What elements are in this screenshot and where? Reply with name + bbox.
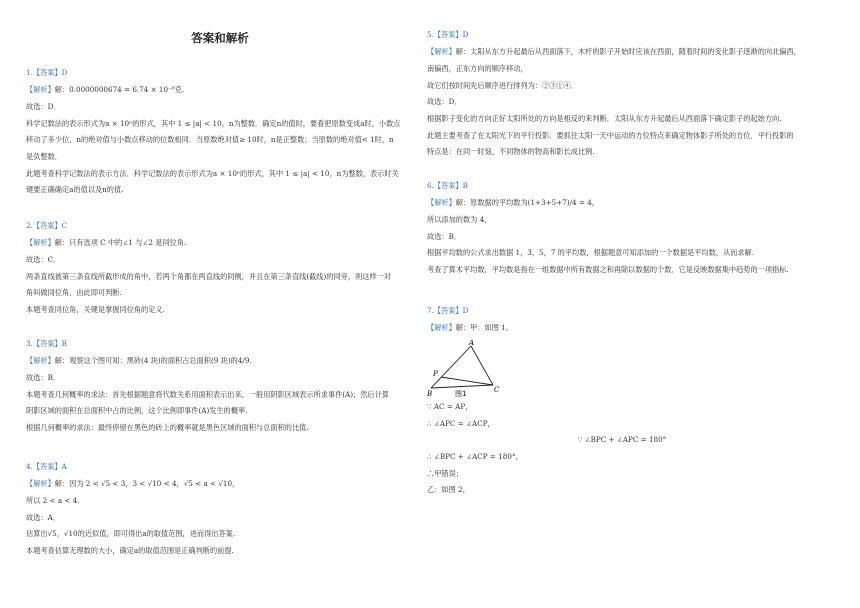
text: 本题考查估算无理数的大小，确定a的取值范围是正确判断的前提. xyxy=(26,545,234,555)
text: 解：太阳从东方升起最后从西面落下，木杆的影子开始时应该在西面，随着时间的变化影子逐渐的向北偏西， xyxy=(455,47,801,57)
text: 考查了算术平均数，平均数是指在一组数据中所有数据之和再除以数据的个数．它是反映数据集中趋势的一项指标. xyxy=(427,264,789,274)
point-c-label: C xyxy=(494,386,500,395)
analysis-line xyxy=(26,85,414,95)
text: ∵ AC = AP， xyxy=(427,402,473,412)
text: 键要正确确定a的值以及n的值. xyxy=(26,185,124,195)
text: 特点是：在同一时刻，不同物体的物高和影长成比例. xyxy=(427,147,595,157)
analysis-tag: 【解析】 xyxy=(26,85,55,95)
text: 解：观察这个图可知：黑砖(4 块)的面积占总面积(9 块)的4/9. xyxy=(54,356,252,366)
text: 此题主要考查了在太阳光下的平行投影．要抓住太阳一天中运动的方位特点来确定物体影子所处的方位．平行投影的 xyxy=(427,130,794,140)
question-1-solution xyxy=(26,68,414,202)
text: 所以 2 < a < 4． xyxy=(26,496,85,506)
text: 故选：D． xyxy=(427,97,462,107)
segment-bc xyxy=(431,385,493,388)
text: 解：只有选项 C 中的∠1 与∠2 是同位角. xyxy=(54,238,187,248)
answer-line: 2.【答案】C xyxy=(26,221,68,230)
triangle-figure-1 xyxy=(427,340,817,399)
question-5-solution xyxy=(427,30,817,164)
analysis-line xyxy=(26,479,414,489)
text: 角叫做同位角，由此即可判断. xyxy=(26,288,122,298)
analysis-line xyxy=(427,323,817,333)
text: 南偏西，正东方向的顺序移动， xyxy=(427,64,528,74)
analysis-tag: 【解析】 xyxy=(26,238,55,248)
text: 故选：C． xyxy=(26,255,61,265)
text: 故选：D． xyxy=(26,102,61,112)
analysis-tag: 【解析】 xyxy=(26,356,55,366)
answer-line: 6.【答案】B xyxy=(427,181,468,190)
text: 解：原数据的平均数为(1+3+5+7)/4 = 4， xyxy=(455,198,599,208)
text: 故选：B． xyxy=(427,231,462,241)
text: 本题考查同位角，关键是掌握同位角的定义. xyxy=(26,304,165,314)
text: 故选：B． xyxy=(26,373,61,383)
text: ∵ ∠BPC + ∠APC = 180° xyxy=(577,435,667,445)
text: 根据平均数的公式求出数据 1，3，5，7 的平均数，根据题意可知添加的一个数据是平均数，从而求解. xyxy=(427,248,755,258)
page-title: 答案和解析 xyxy=(191,31,249,45)
answer-line: 1.【答案】D xyxy=(26,68,68,77)
text: 是负整数． xyxy=(26,151,62,161)
answer-line: 3.【答案】B xyxy=(26,339,67,348)
question-2-solution xyxy=(26,221,414,322)
analysis-tag: 【解析】 xyxy=(26,479,55,489)
text: 乙：如图 2， xyxy=(427,485,470,495)
text: 根据影子变化的方向正好太阳所处的方向是相反的来判断．太阳从东方升起最后从西面落下确定影子的起始方向. xyxy=(427,113,782,123)
question-4-solution xyxy=(26,462,414,563)
analysis-tag: 【解析】 xyxy=(427,47,456,57)
text: 根据几何概率的求法：最终停留在黑色的砖上的概率就是黑色区域的面积与总面积的比值. xyxy=(26,422,309,432)
analysis-line xyxy=(26,356,414,366)
answer-line: 4.【答案】A xyxy=(26,462,67,471)
question-3-solution xyxy=(26,339,414,440)
text: 故它们按时间先后顺序进行排列为：②③①④． xyxy=(427,80,578,90)
answer-line: 7.【答案】D xyxy=(427,306,469,315)
text: 两条直线被第三条直线所截形成的角中，若两个角都在两直线的同侧，并且在第三条直线(截线)的同旁，则这样一对 xyxy=(26,271,391,281)
analysis-line xyxy=(427,47,817,57)
triangle-diagram xyxy=(427,340,507,398)
question-7-solution xyxy=(427,306,817,502)
analysis-tag: 【解析】 xyxy=(427,198,456,208)
text: 解：甲：如图 1， xyxy=(455,323,513,333)
analysis-line xyxy=(26,238,414,248)
text: ∴ ∠APC = ∠ACP， xyxy=(427,418,495,428)
text: 移动了多少位，n的绝对值与小数点移动的位数相同．当原数绝对值≥ 10时，n是正整数；当原数的绝对值< 1时，n xyxy=(26,135,394,145)
segment-ab xyxy=(431,346,471,388)
text: 解：因为 2 < √5 < 3，3 < √10 < 4，√5 < a < √10， xyxy=(54,479,240,489)
answer-line: 5.【答案】D xyxy=(427,30,469,39)
text: 解：0.0000000674 = 6.74 × 10⁻⁸克. xyxy=(54,85,185,95)
text: 此题考查科学记数法的表示方法．科学记数法的表示形式为a × 10ⁿ的形式，其中 1 ≤ |a| < 10，n为整数，表示时关 xyxy=(26,168,399,178)
segment-pc xyxy=(441,377,493,385)
text: 故选：A． xyxy=(26,512,60,522)
question-6-solution xyxy=(427,181,817,282)
text: ∴甲错误； xyxy=(427,468,463,478)
analysis-line xyxy=(427,198,817,208)
point-p-label: P xyxy=(433,370,438,379)
analysis-tag: 【解析】 xyxy=(427,323,456,333)
text: ∴ ∠BPC + ∠ACP = 180°， xyxy=(427,451,523,461)
text: 阴影区域的面积在总面积中占的比例，这个比例即事件(A)发生的概率. xyxy=(26,406,248,416)
point-b-label: B xyxy=(427,390,433,399)
text: 估算出√5，√10的近似值，即可得出a的取值范围，进而得出答案. xyxy=(26,529,236,539)
segment-ac xyxy=(471,346,493,385)
point-a-label: A xyxy=(469,340,475,348)
text: 科学记数法的表示形式为a × 10ⁿ的形式，其中 1 ≤ |a| < 10，n为整数．确定n的值时，要看把原数变成a时，小数点 xyxy=(26,118,401,128)
text: 本题考查几何概率的求法：首先根据题意将代数关系用面积表示出来，一般用阴影区域表示所求事件(A)；然后计算 xyxy=(26,389,389,399)
figure-caption: 图1 xyxy=(455,390,467,399)
text: 所以添加的数为 4， xyxy=(427,215,492,225)
